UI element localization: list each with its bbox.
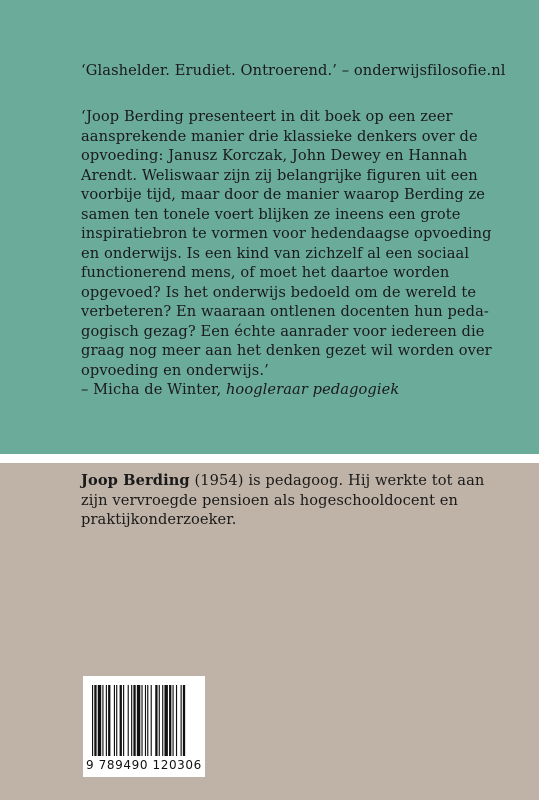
quote-line: en onderwijs. Is een kind van zichzelf al een sociaal — [81, 244, 470, 262]
quote-attribution — [81, 380, 481, 400]
attribution-role: hoogleraar pedagogiek — [225, 381, 400, 398]
barcode-bar — [147, 685, 148, 756]
barcode-bar — [131, 685, 132, 756]
barcode-bar — [169, 685, 171, 756]
quote-line: aansprekende manier drie klassieke denkers over de — [81, 127, 478, 145]
barcode-bar — [145, 685, 146, 756]
isbn-number: 9 789490 120306 — [86, 758, 202, 772]
quote-line: opvoeding: Janusz Korczak, John Dewey en Hannah — [81, 147, 468, 164]
review-quote-long — [81, 107, 492, 400]
quote-line: graag nog meer aan het denken gezet wil worden over — [81, 342, 492, 359]
bio-line1-rest: (1954) is pedagoog. Hij werkte tot aan — [189, 472, 485, 489]
barcode-bar — [116, 685, 117, 756]
bio-line — [81, 471, 485, 491]
quote-line: functionerend mens, of moet het daartoe worden — [81, 264, 450, 281]
quote-line: verbeteren? En waaraan ontlenen docenten hun peda- — [81, 303, 489, 320]
barcode-bar — [159, 685, 160, 756]
barcode-bar — [164, 685, 167, 756]
quote-line: Arendt. Weliswaar zijn zij belangrijke figuren uit een — [81, 166, 478, 184]
barcode-bar — [151, 685, 152, 756]
barcode-bar — [183, 685, 185, 756]
barcode-bar — [102, 685, 103, 756]
isbn-barcode — [83, 676, 205, 777]
quote-line: opvoeding en onderwijs.’ — [81, 361, 269, 379]
barcode-bar — [155, 685, 157, 756]
barcode-bar — [98, 685, 101, 756]
quote-line: gogisch gezag? Een échte aanrader voor iedereen die — [81, 322, 485, 340]
barcode-bar — [94, 685, 96, 756]
barcode-bar — [114, 685, 115, 756]
barcode-bar — [92, 685, 93, 756]
barcode-bar — [120, 685, 122, 756]
review-quote-short-text: ‘Glashelder. Erudiet. Ontroerend.’ – onderwijsfilosofie.nl — [81, 62, 506, 79]
bio-line: zijn vervroegde pensioen als hogeschooldocent en — [81, 491, 459, 509]
author-name: Joop Berding — [81, 472, 190, 489]
barcode-bar — [106, 685, 107, 756]
bio-line: praktijkonderzoeker. — [81, 511, 237, 528]
barcode-bar — [123, 685, 124, 756]
barcode-bar — [162, 685, 163, 756]
barcode-bar — [128, 685, 129, 756]
barcode-bar — [141, 685, 142, 756]
attribution-name: – Micha de Winter, — [81, 381, 226, 398]
barcode-bar — [133, 685, 135, 756]
author-bio — [81, 471, 485, 530]
barcode-bar — [108, 685, 110, 756]
quote-line: voorbije tijd, maar door de manier waarop Berding ze — [81, 186, 486, 203]
quote-line: samen ten tonele voert blijken ze ineens een grote — [81, 205, 461, 223]
barcode-bar — [181, 685, 182, 756]
panel-divider — [0, 454, 539, 463]
quote-line: opgevoed? Is het onderwijs bedoeld om de wereld te — [81, 283, 477, 301]
quote-line: inspiratiebron te vormen voor hedendaagse opvoeding — [81, 225, 492, 242]
quote-line: ‘Joop Berding presenteert in dit boek op een zeer — [81, 108, 453, 125]
review-quote-short — [81, 61, 506, 81]
barcode-bar — [176, 685, 177, 756]
barcode-bar — [173, 685, 174, 756]
barcode-bar — [137, 685, 140, 756]
